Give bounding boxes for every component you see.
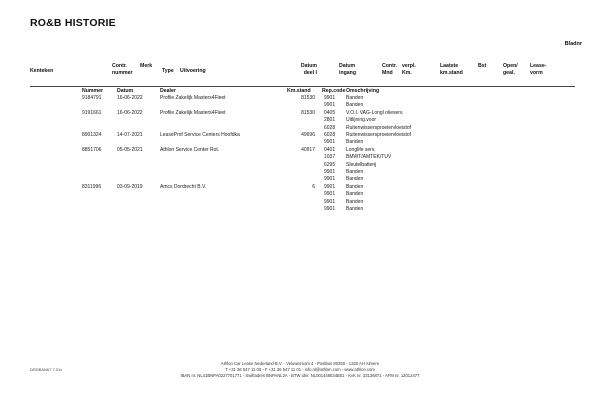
repair-description: Sleutelbatterij: [346, 161, 377, 168]
record-dealer: Profile Zakelijk Masters4Fleet: [160, 95, 226, 101]
repair-description: Banden: [346, 198, 364, 205]
record-dealer: Athlon Service Center Rot.: [160, 146, 220, 153]
subheader-rep-code: Rep.code: [322, 88, 346, 94]
repair-description: Ruitenwissersproeiervloeistof: [346, 132, 412, 138]
record-km: 6: [312, 183, 315, 190]
subheader-datum: Datum: [117, 88, 134, 94]
repair-code: 9901: [324, 139, 336, 146]
header-merk: Merk: [140, 63, 153, 69]
repair-code: 6028: [324, 124, 336, 131]
repair-code: 9901: [324, 206, 336, 212]
repair-description: Banden: [346, 206, 364, 212]
subheader-dealer: Dealer: [160, 88, 176, 94]
repair-description: Banden: [346, 169, 364, 175]
footer-address: Athlon Car Lease Nederland B.V. - Veluwezoom 4 - Postbus 80250 - 1320 AH Almere: [220, 361, 380, 366]
repair-description: BMWT/AMTEK/TUV: [346, 154, 392, 161]
header-contr-mnd: Contr. Mnd: [382, 63, 397, 76]
repair-description: Uitlijning.voor: [346, 117, 377, 124]
header-laatste-kmstand: Laatste km.stand: [440, 63, 463, 76]
record-km: 81530: [301, 95, 315, 101]
repair-code: 9901: [324, 191, 336, 198]
repair-code: 1037: [324, 154, 336, 161]
subheader-kmstand: Km.stand: [287, 88, 311, 94]
repair-description: Longlife serv.: [346, 146, 376, 153]
header-divider: [30, 86, 575, 87]
header-bst: Bst: [478, 63, 487, 69]
record-km: 81530: [301, 109, 315, 116]
repair-code: 9901: [324, 95, 336, 101]
header-uitvoering: Uitvoering: [180, 68, 206, 74]
page-number-label: Bladnr: [564, 41, 582, 47]
footer-registration: IBAN nr. NL41BNPA0227701771 - Swiftadres BNPANL2A - BTW idnr. NL001448034B01 - KvK nr. 33136871 - AFM nr. 12012477: [180, 373, 420, 378]
document-title: RO&B HISTORIE: [30, 17, 116, 29]
record-km: 40917: [301, 146, 315, 153]
header-type: Type: [162, 68, 174, 74]
record-date: 16-06-2022: [117, 109, 143, 116]
repair-code: 2801: [324, 117, 336, 124]
repair-description: V.O.I. VAG-Longl olieserv.: [346, 109, 404, 116]
repair-description: Banden: [346, 183, 364, 190]
record-date: 16-06-2022: [117, 95, 143, 101]
repair-code: 9901: [324, 176, 336, 183]
footer-contact: T +31 36 547 11 00 - F +31 36 547 11 01 - info.nl@athlon.com - www.athlon.com: [225, 367, 375, 372]
record-number: 9191661: [82, 109, 102, 116]
header-kenteken: Kenteken: [30, 68, 54, 74]
repair-description: Ruitenwissersproeiervloeistof: [346, 124, 412, 131]
subheader-omschrijving: Omschrijving: [346, 88, 380, 94]
record-number: 8311996: [82, 183, 102, 190]
header-verpl-km: verpl. Km.: [402, 63, 416, 76]
document-code: DRDBAN67 7.01v: [30, 367, 63, 372]
record-date: 14-07-2021: [117, 132, 143, 138]
repair-code: 9901: [324, 169, 336, 175]
repair-code: 9901: [324, 198, 336, 205]
record-dealer: Amcs Dordrecht B.V.: [160, 183, 207, 190]
repair-description: Banden: [346, 176, 364, 183]
repair-code: 6028: [324, 132, 336, 138]
record-dealer: LeaseProf Service Centers Hoofdka: [160, 132, 240, 138]
repair-code: 0401: [324, 146, 336, 153]
repair-description: Banden: [346, 191, 364, 198]
header-lease-vorm: Lease- vorm: [530, 63, 547, 76]
repair-code: 6295: [324, 161, 336, 168]
record-dealer: Profile Zakelijk Masters4Fleet: [160, 109, 226, 116]
record-number: 8851706: [82, 146, 102, 153]
header-open-geal: Open/ geal.: [503, 63, 518, 76]
header-datum-deel1: Datum deel I: [300, 63, 317, 76]
repair-description: Banden: [346, 95, 364, 101]
record-date: 03-09-2019: [117, 183, 143, 190]
header-datum-ingang: Datum ingang: [339, 63, 357, 76]
repair-description: Banden: [346, 139, 364, 146]
record-date: 05-05-2021: [117, 146, 143, 153]
subheader-nummer: Nummer: [82, 88, 104, 94]
repair-description: Banden: [346, 102, 364, 109]
repair-code: 9901: [324, 102, 336, 109]
repair-code: 0405: [324, 109, 336, 116]
record-number: 9184791: [82, 95, 102, 101]
record-km: 49696: [301, 132, 315, 138]
header-contr-nummer: Contr. nummer: [112, 63, 133, 76]
repair-code: 9901: [324, 183, 336, 190]
record-number: 8901324: [82, 132, 102, 138]
